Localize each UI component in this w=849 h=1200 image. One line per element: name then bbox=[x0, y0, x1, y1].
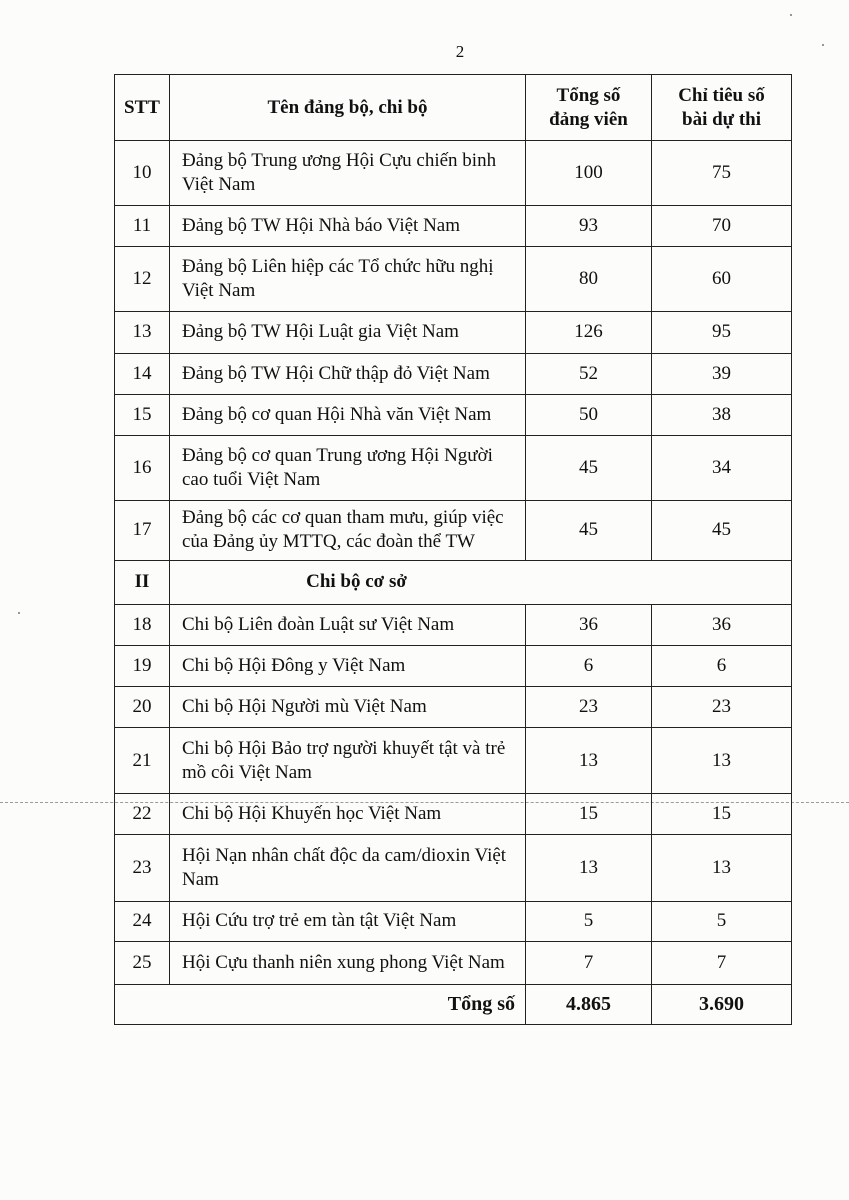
row-stt: 25 bbox=[115, 941, 170, 984]
total-label: Tổng số bbox=[115, 984, 526, 1024]
row-stt: 12 bbox=[115, 247, 170, 312]
row-stt: 16 bbox=[115, 435, 170, 500]
table-row bbox=[115, 901, 792, 941]
row-members: 93 bbox=[526, 206, 652, 247]
row-stt: 20 bbox=[115, 687, 170, 728]
row-members: 5 bbox=[526, 901, 652, 941]
scan-speck bbox=[822, 44, 824, 46]
row-members: 52 bbox=[526, 353, 652, 394]
row-stt: 17 bbox=[115, 500, 170, 560]
row-members: 23 bbox=[526, 687, 652, 728]
section-row bbox=[115, 560, 792, 604]
row-stt: 21 bbox=[115, 728, 170, 794]
row-members: 50 bbox=[526, 394, 652, 435]
row-stt: 14 bbox=[115, 353, 170, 394]
table-row bbox=[115, 605, 792, 646]
row-stt: 18 bbox=[115, 605, 170, 646]
table-row bbox=[115, 500, 792, 560]
row-name: Hội Cựu thanh niên xung phong Việt Nam bbox=[170, 941, 526, 984]
row-name: Đảng bộ Trung ương Hội Cựu chiến binh Việt Nam bbox=[170, 141, 526, 206]
row-name: Đảng bộ các cơ quan tham mưu, giúp việc của Đảng ủy MTTQ, các đoàn thể TW bbox=[170, 500, 526, 560]
row-members: 80 bbox=[526, 247, 652, 312]
row-members: 7 bbox=[526, 941, 652, 984]
row-name: Chi bộ Hội Người mù Việt Nam bbox=[170, 687, 526, 728]
table-row bbox=[115, 247, 792, 312]
row-quota: 34 bbox=[652, 435, 792, 500]
table-row bbox=[115, 646, 792, 687]
party-quota-table bbox=[114, 74, 792, 1025]
table-row bbox=[115, 687, 792, 728]
row-name: Chi bộ Hội Đông y Việt Nam bbox=[170, 646, 526, 687]
row-stt: 10 bbox=[115, 141, 170, 206]
row-name: Chi bộ Liên đoàn Luật sư Việt Nam bbox=[170, 605, 526, 646]
page-number: 2 bbox=[455, 42, 465, 61]
row-stt: 23 bbox=[115, 835, 170, 901]
row-stt: 15 bbox=[115, 394, 170, 435]
total-members: 4.865 bbox=[526, 984, 652, 1024]
row-name: Đảng bộ TW Hội Nhà báo Việt Nam bbox=[170, 206, 526, 247]
row-members: 45 bbox=[526, 500, 652, 560]
row-quota: 70 bbox=[652, 206, 792, 247]
row-members: 126 bbox=[526, 312, 652, 353]
row-quota: 23 bbox=[652, 687, 792, 728]
table-row bbox=[115, 728, 792, 794]
total-quota: 3.690 bbox=[652, 984, 792, 1024]
row-members: 100 bbox=[526, 141, 652, 206]
scan-speck bbox=[790, 14, 792, 16]
row-name: Chi bộ Hội Khuyến học Việt Nam bbox=[170, 794, 526, 835]
row-name: Hội Cứu trợ trẻ em tàn tật Việt Nam bbox=[170, 901, 526, 941]
table-body bbox=[115, 75, 792, 1025]
table-row bbox=[115, 941, 792, 984]
table-row bbox=[115, 435, 792, 500]
row-members: 15 bbox=[526, 794, 652, 835]
row-stt: 24 bbox=[115, 901, 170, 941]
row-quota: 45 bbox=[652, 500, 792, 560]
row-quota: 39 bbox=[652, 353, 792, 394]
row-members: 13 bbox=[526, 728, 652, 794]
section-title: Chi bộ cơ sở bbox=[170, 560, 792, 604]
row-name: Đảng bộ TW Hội Luật gia Việt Nam bbox=[170, 312, 526, 353]
row-name: Đảng bộ cơ quan Trung ương Hội Người cao tuổi Việt Nam bbox=[170, 435, 526, 500]
row-quota: 13 bbox=[652, 835, 792, 901]
header-name: Tên đảng bộ, chi bộ bbox=[170, 75, 526, 141]
scan-speck bbox=[18, 612, 20, 614]
row-name: Hội Nạn nhân chất độc da cam/dioxin Việt Nam bbox=[170, 835, 526, 901]
row-quota: 15 bbox=[652, 794, 792, 835]
row-stt: 13 bbox=[115, 312, 170, 353]
row-stt: 22 bbox=[115, 794, 170, 835]
section-stt: II bbox=[115, 560, 170, 604]
row-name: Chi bộ Hội Bảo trợ người khuyết tật và trẻ mồ côi Việt Nam bbox=[170, 728, 526, 794]
table-header-row bbox=[115, 75, 792, 141]
row-quota: 75 bbox=[652, 141, 792, 206]
header-members: Tổng số đảng viên bbox=[526, 75, 652, 141]
table-row bbox=[115, 312, 792, 353]
table-row bbox=[115, 794, 792, 835]
row-name: Đảng bộ TW Hội Chữ thập đỏ Việt Nam bbox=[170, 353, 526, 394]
table-row bbox=[115, 394, 792, 435]
row-quota: 95 bbox=[652, 312, 792, 353]
table-row bbox=[115, 141, 792, 206]
row-stt: 19 bbox=[115, 646, 170, 687]
row-members: 6 bbox=[526, 646, 652, 687]
row-quota: 5 bbox=[652, 901, 792, 941]
row-quota: 7 bbox=[652, 941, 792, 984]
row-quota: 60 bbox=[652, 247, 792, 312]
total-row bbox=[115, 984, 792, 1024]
row-name: Đảng bộ Liên hiệp các Tổ chức hữu nghị Việt Nam bbox=[170, 247, 526, 312]
row-stt: 11 bbox=[115, 206, 170, 247]
table-row bbox=[115, 353, 792, 394]
row-members: 45 bbox=[526, 435, 652, 500]
table-row bbox=[115, 835, 792, 901]
row-members: 13 bbox=[526, 835, 652, 901]
row-quota: 13 bbox=[652, 728, 792, 794]
row-quota: 38 bbox=[652, 394, 792, 435]
table-row bbox=[115, 206, 792, 247]
row-quota: 6 bbox=[652, 646, 792, 687]
header-quota: Chỉ tiêu số bài dự thi bbox=[652, 75, 792, 141]
row-quota: 36 bbox=[652, 605, 792, 646]
header-stt: STT bbox=[115, 75, 170, 141]
row-members: 36 bbox=[526, 605, 652, 646]
row-name: Đảng bộ cơ quan Hội Nhà văn Việt Nam bbox=[170, 394, 526, 435]
